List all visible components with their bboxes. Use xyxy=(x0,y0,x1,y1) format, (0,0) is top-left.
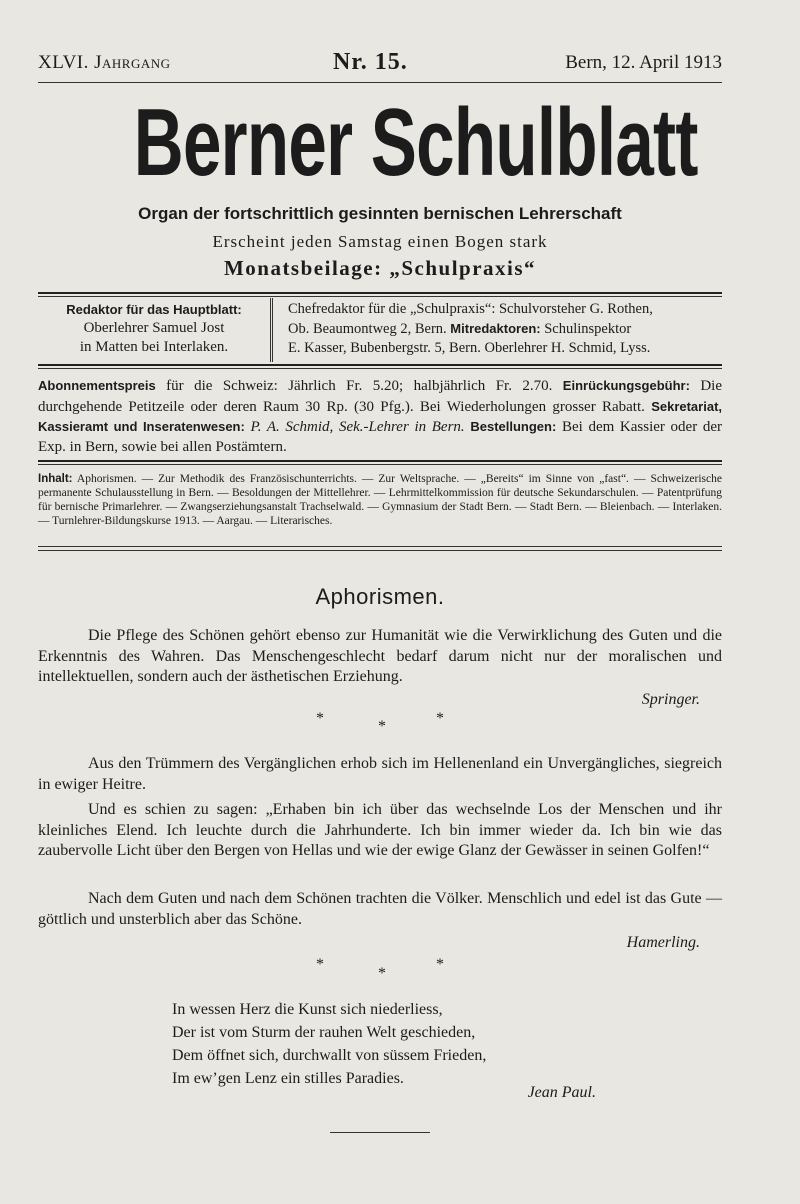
co-editors-line3: Schulinspektor xyxy=(544,321,632,337)
subscription-price-text: für die Schweiz: Jährlich Fr. 5.20; halbjährlich Fr. 2.70. xyxy=(166,378,553,394)
masthead-rule xyxy=(38,292,722,294)
issue-number: Nr. 15. xyxy=(333,49,408,75)
subscription-price-label: Abonnementspreis xyxy=(38,378,156,393)
paragraph-3 xyxy=(38,800,722,862)
editors-divider xyxy=(270,298,273,362)
star: * xyxy=(436,956,444,973)
editor-schulpraxis xyxy=(288,300,722,358)
chief-editor-line1: Schulvorsteher G. Rothen, xyxy=(498,301,653,317)
place-date: Bern, 12. April 1913 xyxy=(565,52,722,73)
issue-header xyxy=(38,49,722,76)
star: * xyxy=(378,718,386,735)
editor-main xyxy=(38,300,270,357)
orders-label: Bestellungen: xyxy=(470,419,557,434)
contents-label: Inhalt: xyxy=(38,473,73,485)
star: * xyxy=(316,710,324,727)
star: * xyxy=(316,956,324,973)
poem-line: Im ew’gen Lenz ein stilles Paradies. xyxy=(172,1070,404,1087)
paragraph-4-text: Nach dem Guten und nach dem Schönen trachten die Völker. Menschlich und edel ist das Gute — göttlich und unsterblich aber das Schöne. xyxy=(38,890,722,928)
paragraph-1 xyxy=(38,626,722,688)
editor-main-place: in Matten bei Interlaken. xyxy=(79,339,229,355)
chief-editor-line2: Ob. Beaumontweg 2, Bern. xyxy=(288,321,447,337)
secretariat-label: Sekretariat, Kassieramt und Inseratenwesen: xyxy=(38,398,723,434)
masthead-rule-thin xyxy=(38,296,722,297)
subscription-info xyxy=(38,376,722,457)
insertion-fee-text: Die durchgehende Petitzeile oder deren Raum 30 Rp. (30 Pfg.). Bei Wiederholungen grosser Rabatt. xyxy=(38,378,723,415)
chief-editor-label: Chefredaktor für die „Schulpraxis“: xyxy=(288,301,496,317)
author-jean-paul: Jean Paul. xyxy=(527,1084,596,1101)
author-hamerling: Hamerling. xyxy=(626,934,700,951)
end-rule xyxy=(330,1132,430,1133)
masthead-supplement: Monatsbeilage: „Schulpraxis“ xyxy=(223,256,537,280)
star: * xyxy=(436,710,444,727)
contents-rule xyxy=(38,546,722,547)
paragraph-3-text: Und es schien zu sagen: „Erhaben bin ich über das wechselnde Los der Menschen und ihr kleinliches Elend. Ich leuchte durch die Jahrhunderte. Ich bin immer wieder da. Ich bin wie das zaubervolle Licht über den Bergen von Hellas und wie der ewige Glanz der Gewässer in seinen Golfen!“ xyxy=(38,801,722,859)
contents-text: Aphorismen. — Zur Methodik des Französischunterrichts. — Zur Weltsprache. — „Bereits“ im Sinne von „fast“. — Schweizerische permanente Schulausstellung in Bern. — Besoldungen der Mittellehrer. — Lehrmittelkommission für deutsche Sekundarschulen. — Patentprüfung für bernische Primarlehrer. — Zwangserziehungsanstalt Trachselwald. — Gymnasium der Stadt Bern. — Stadt Bern. — Bleienbach. — Interlaken. — Turnlehrer-Bildungskurse 1913. — Aargau. — Literarisches. xyxy=(38,473,722,527)
editors-rule-thin xyxy=(38,368,722,369)
co-editors-line4: E. Kasser, Bubenbergstr. 5, Bern. Oberlehrer H. Schmid, Lyss. xyxy=(288,340,651,356)
header-rule xyxy=(38,82,722,83)
article-title: Aphorismen. xyxy=(315,584,445,609)
poem-line: Dem öffnet sich, durchwallt von süssem Frieden, xyxy=(172,1047,487,1064)
masthead-organ: Organ der fortschrittlich gesinnten bernischen Lehrerschaft xyxy=(138,204,622,223)
table-of-contents xyxy=(38,472,722,528)
co-editors-label: Mitredaktoren: xyxy=(450,321,541,336)
author-springer: Springer. xyxy=(641,691,700,708)
masthead-title: Berner Schulblatt xyxy=(133,89,698,196)
volume-label: XLVI. Jahrgang xyxy=(38,52,171,73)
subscription-rule-thin xyxy=(38,464,722,465)
paragraph-2 xyxy=(38,754,722,795)
insertion-fee-label: Einrückungsgebühr: xyxy=(562,378,690,393)
poem-line: In wessen Herz die Kunst sich niederliess, xyxy=(172,1001,443,1018)
poem xyxy=(172,998,612,1090)
subscription-rule xyxy=(38,460,722,462)
star: * xyxy=(378,965,386,982)
paragraph-2-text: Aus den Trümmern des Vergänglichen erhob sich im Hellenenland ein Unvergängliches, siegreich in ewiger Heitre. xyxy=(38,755,722,793)
editors-rule xyxy=(38,364,722,366)
masthead-frequency: Erscheint jeden Samstag einen Bogen stark xyxy=(212,232,548,251)
editor-main-heading: Redaktor für das Hauptblatt: xyxy=(66,302,242,317)
paragraph-4 xyxy=(38,889,722,930)
contents-rule-thin xyxy=(38,550,722,551)
secretariat-text: P. A. Schmid, Sek.-Lehrer in Bern. xyxy=(250,419,465,435)
poem-line: Der ist vom Sturm der rauhen Welt geschieden, xyxy=(172,1024,476,1041)
orders-text: Bei dem Kassier oder der Exp. in Bern, sowie bei allen Postämtern. xyxy=(38,419,723,455)
paragraph-1-text: Die Pflege des Schönen gehört ebenso zur Humanität wie die Verwirklichung des Guten und die Erkenntnis des Wahren. Das Menschengeschlecht bedarf darum nicht nur der moralischen und intellektuellen, sondern auch der ästhetischen Erziehung. xyxy=(38,627,722,685)
editor-main-name: Oberlehrer Samuel Jost xyxy=(83,320,225,336)
